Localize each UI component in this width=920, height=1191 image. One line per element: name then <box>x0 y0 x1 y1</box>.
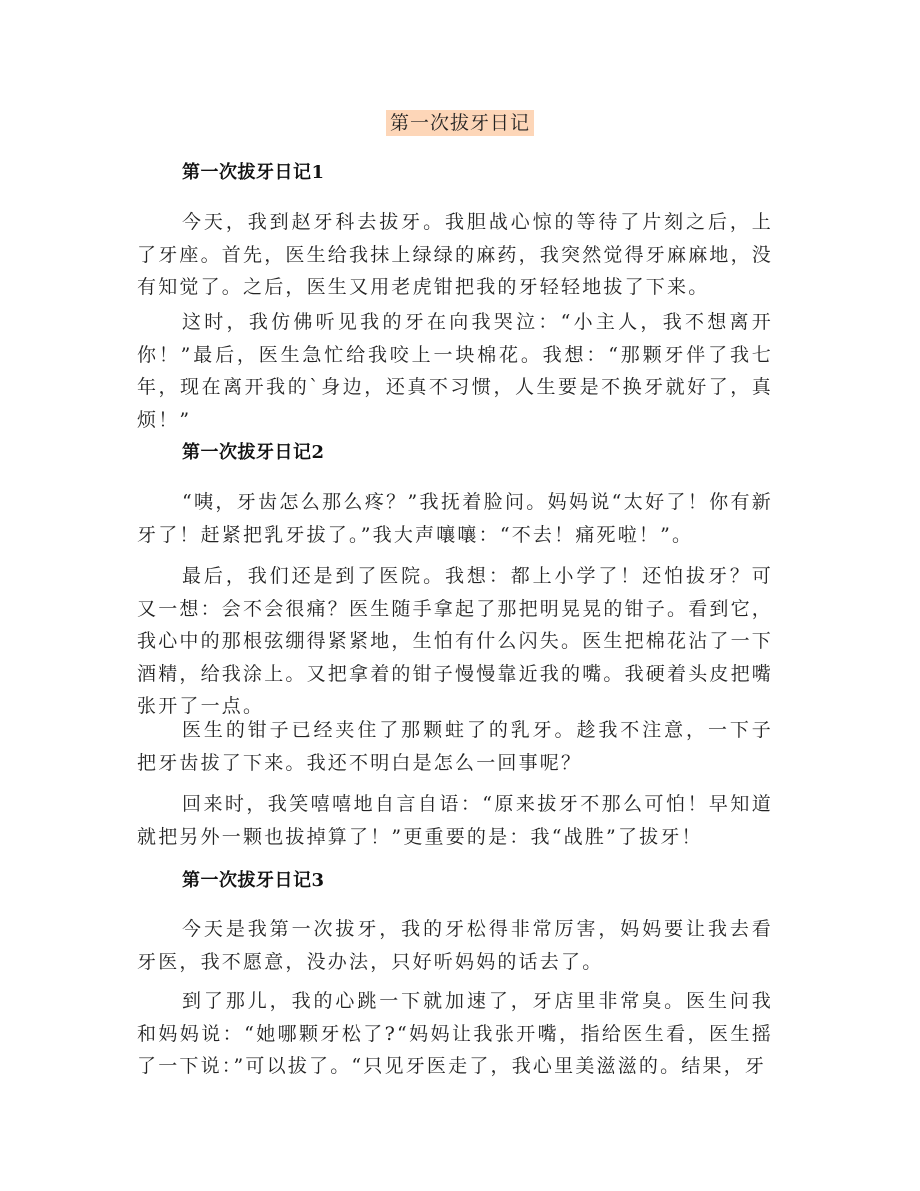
paragraph: 医生的钳子已经夹住了那颗蛀了的乳牙。趁我不注意，一下子把牙齿拔了下来。我还不明白是怎么一回事呢？ <box>137 719 773 774</box>
paragraph: 今天是我第一次拔牙，我的牙松得非常厉害，妈妈要让我去看牙医，我不愿意，没办法，只好听妈妈的话去了。 <box>137 918 773 973</box>
paragraph: 到了那儿，我的心跳一下就加速了，牙店里非常臭。医生问我和妈妈说：“她哪颗牙松了?“妈妈让我张开嘴，指给医生看，医生摇了一下说：”可以拔了。“只见牙医走了，我心里美滋滋的。结果，牙 <box>137 990 773 1077</box>
paragraph: 最后，我们还是到了医院。我想：都上小学了！还怕拔牙？可又一想：会不会很痛？医生随手拿起了那把明晃晃的钳子。看到它，我心中的那根弦绷得紧紧地，生怕有什么闪失。医生把棉花沾了一下酒精，给我涂上。又把拿着的钳子慢慢靠近我的嘴。我硬着头皮把嘴张开了一点。 <box>137 565 774 717</box>
paragraph: 回来时，我笑嘻嘻地自言自语：“原来拔牙不那么可怕！早知道就把另外一颗也拔掉算了！”更重要的是：我“战胜”了拔牙！ <box>137 793 773 848</box>
title-container <box>0 110 920 136</box>
paragraph: 这时，我仿佛听见我的牙在向我哭泣：“小主人，我不想离开你！”最后，医生急忙给我咬上一块棉花。我想：“那颗牙伴了我七年，现在离开我的`身边，还真不习惯，人生要是不换牙就好了，真烦！” <box>137 311 773 431</box>
paragraph: “咦，牙齿怎么那么疼？”我抚着脸问。妈妈说“太好了！你有新牙了！赶紧把乳牙拔了。”我大声嚷嚷：“不去！痛死啦！”。 <box>137 491 773 546</box>
paragraph: 今天，我到赵牙科去拔牙。我胆战心惊的等待了片刻之后，上了牙座。首先，医生给我抹上绿绿的麻药，我突然觉得牙麻麻地，没有知觉了。之后，医生又用老虎钳把我的牙轻轻地拔了下来。 <box>137 211 774 298</box>
section-heading-1: 第一次拔牙日记1 <box>182 162 325 183</box>
section-heading-2: 第一次拔牙日记2 <box>182 442 325 463</box>
document-title: 第一次拔牙日记 <box>386 110 534 136</box>
section-heading-3: 第一次拔牙日记3 <box>182 870 325 891</box>
